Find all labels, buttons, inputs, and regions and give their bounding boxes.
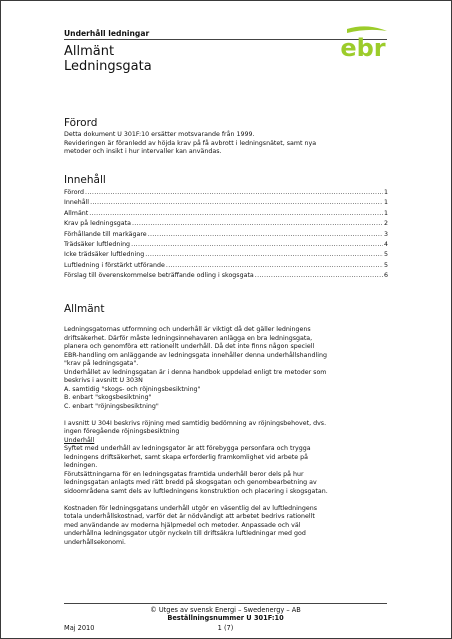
toc-title: Förord (64, 189, 85, 196)
toc-entry[interactable] (64, 261, 388, 271)
text-line: EBR-handling om anläggande av ledningsgata innehåller denna underhållshandling (64, 351, 327, 359)
text-line: ledningens driftsäkerhet, samt skapa erforderlig framkomlighet vid arbete på (64, 453, 308, 461)
text-line: ledningsgatan anlagts med rätt bredd på skogsgatan och genombearbetning av (64, 479, 317, 486)
page-title-line2: Ledningsgata (64, 59, 152, 74)
toc-title: Innehåll (64, 199, 90, 207)
toc-page: 4 (383, 241, 388, 249)
toc-title: Krav på ledningsgata (64, 220, 131, 228)
text-line: underhållna ledningsgator utgör nyckeln till driftsäkra luftledningar med god (64, 530, 306, 537)
text-line: Kostnaden för ledningsgatans underhåll utgör en väsentlig del av luftledningens (64, 504, 318, 512)
text-line: ledningen. (64, 462, 98, 469)
toc-page: 5 (383, 251, 388, 259)
underhall-subheading: Underhåll (64, 436, 95, 444)
text-line: Förutsättningarna för en ledningsgatas framtida underhåll beror dels på hur (64, 470, 304, 478)
footer-page-number: 1 (7) (217, 624, 234, 632)
toc-page: 5 (383, 261, 388, 269)
forord-line: metoder och insikt i hur intervaller kan användas. (64, 148, 222, 155)
text-line: beskrivs i avsnitt U 303N (64, 377, 143, 384)
footer-copyright: © Utges av svensk Energi – Swedenergy – AB (150, 606, 301, 614)
toc-leader (255, 271, 383, 281)
logo-swoosh (347, 26, 387, 33)
toc-title: Luftledning i förstärkt utförande (64, 261, 165, 269)
text-line: planera och genomföra ett rationellt underhåll. Då det inte finns någon speciell (64, 343, 315, 350)
footer-date: Maj 2010 (64, 624, 95, 632)
text-line: I avsnitt U 304I beskrivs röjning med samtidig bedömning av röjningsbehovet, dvs. (64, 419, 327, 427)
toc-title: Förslag till överenskommelse beträffande odling i skogsgata (64, 272, 254, 280)
toc-entry[interactable] (64, 230, 388, 240)
toc-page: 1 (383, 209, 388, 217)
toc-leader (166, 261, 383, 271)
toc-title: Trädsäker luftledning (64, 241, 131, 249)
toc-leader (148, 230, 383, 240)
text-line: Underhållet av ledningsgatan är i denna handbok uppdelad enligt tre metoder som (64, 368, 327, 376)
toc-leader (85, 188, 383, 198)
toc-leader (131, 240, 383, 250)
logo-text: ebr (340, 34, 386, 59)
ebr-logo (337, 25, 389, 59)
allmant-body (64, 326, 394, 547)
toc-page: 1 (383, 189, 388, 196)
text-line: B. enbart "skogsbesiktning" (64, 394, 152, 401)
text-line: totala underhållskostnad, varför det är nödvändigt att arbetet bedrivs rationellt (64, 513, 315, 520)
toc-title: Allmänt (64, 209, 89, 217)
toc-leader (145, 250, 383, 260)
text-line: Ledningsgatornas utformning och underhåll är viktigt då det gäller ledningens (64, 326, 311, 333)
text-line: C. enbart "röjningsbesiktning" (64, 402, 159, 410)
toc-leader (89, 209, 383, 219)
page-title (64, 44, 152, 74)
forord-line: Revideringen är föranledd av höjda krav på få avbrott i ledningsnätet, samt nya (64, 139, 317, 147)
toc-entry[interactable] (64, 250, 388, 260)
forord-line: Detta dokument U 301F:10 ersätter motsvarande från 1999. (64, 131, 255, 138)
toc-leader (132, 219, 383, 229)
footer-divider (64, 603, 387, 604)
page-title-line1: Allmänt (64, 44, 115, 59)
toc-page: 2 (383, 220, 388, 228)
table-of-contents (64, 188, 388, 282)
text-line: sidoområdena samt dels av luftledningens konstruktion och placering i skogsgatan. (64, 487, 328, 495)
toc-entry[interactable] (64, 219, 388, 229)
header-label: Underhåll ledningar (64, 29, 150, 38)
text-line: driftsäkerhet. Därför måste ledningsinnehavaren anlägga en bra ledningsgata, (64, 334, 313, 342)
toc-entry[interactable] (64, 240, 388, 250)
toc-entry[interactable] (64, 209, 388, 219)
text-line: ingen föregående röjningsbesiktning (64, 428, 180, 435)
innehall-heading: Innehåll (64, 174, 106, 186)
allmant-paragraph-4 (64, 505, 394, 548)
toc-entry[interactable] (64, 198, 388, 208)
text-line: Syftet med underhåll av ledningsgator är att förebygga personfara och trygga (64, 445, 311, 452)
forord-text (64, 131, 394, 157)
toc-page: 6 (383, 272, 388, 280)
toc-title: Förhållande till markägare (64, 230, 147, 238)
toc-page: 3 (383, 230, 388, 238)
toc-leader (90, 198, 383, 208)
allmant-paragraph-2 (64, 420, 394, 437)
toc-entry[interactable] (64, 271, 388, 281)
toc-entry[interactable] (64, 188, 388, 198)
text-line: A. samtidig "skogs- och röjningsbesiktning" (64, 385, 201, 393)
forord-heading: Förord (64, 117, 98, 129)
allmant-paragraph-1 (64, 326, 394, 411)
allmant-paragraph-3 (64, 445, 394, 496)
text-line: underhållsekonomi. (64, 538, 126, 546)
footer-order-number: Beställningsnummer U 301F:10 (167, 614, 284, 622)
allmant-heading: Allmänt (64, 303, 105, 315)
toc-title: Icke trädsäker luftledning (64, 251, 145, 259)
text-line: "krav på ledningsgata". (64, 360, 139, 367)
toc-page: 1 (383, 199, 388, 207)
text-line: med användande av moderna hjälpmedel och metoder. Anpassade och väl (64, 521, 301, 529)
